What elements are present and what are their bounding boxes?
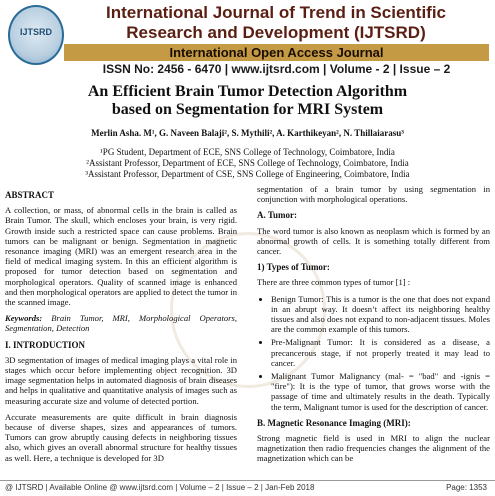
authors: Merlin Asha. M¹, G. Naveen Balaji², S. Mythili², A. Karthikeyan², N. Thillaiarasu³ <box>91 128 404 138</box>
paper-title <box>0 83 495 119</box>
keywords-text: Brain Tumor, MRI, Morphological Operators, Segmentation, Detection <box>5 313 237 334</box>
mri-heading: B. Magnetic Resonance Imaging (MRI): <box>257 417 411 428</box>
types-heading: 1) Types of Tumor: <box>257 262 330 273</box>
paper-title-line2: based on Segmentation for MRI System <box>111 101 384 118</box>
tumor-types-list <box>257 294 490 412</box>
list-item-pre-malignant: • Pre-Malignant Tumor: It is considered as a disease, a precancerous stage, if not properly treated it may lead to cancer. <box>271 337 490 368</box>
tumor-heading: A. Tumor: <box>257 210 298 221</box>
right-paragraph-1: segmentation of a brain tumor by using segmentation in conjunction with morphological operations. <box>257 184 490 205</box>
page-footer <box>0 480 495 496</box>
journal-title <box>66 3 486 43</box>
affiliation-1: ¹PG Student, Department of ECE, SNS College of Technology, Coimbatore, India <box>100 147 395 157</box>
open-access-band: International Open Access Journal <box>64 44 489 61</box>
footer-left: @ IJTSRD | Available Online @ www.ijtsrd.com | Volume – 2 | Issue – 2 | Jan-Feb 2018 <box>5 483 315 492</box>
tumor-paragraph: The word tumor is also known as neoplasm which is formed by an abnormal growth of cells. It is something totally different from cancer. <box>257 225 490 257</box>
journal-title-line1: International Journal of Trend in Scientific <box>105 3 447 22</box>
paper-title-line1: An Efficient Brain Tumor Detection Algorithm <box>87 83 408 100</box>
left-column <box>5 184 237 469</box>
right-column <box>257 184 490 470</box>
keywords <box>5 313 237 333</box>
journal-banner <box>0 0 495 76</box>
footer-page-number: Page: 1353 <box>446 483 487 492</box>
list-item-benign: • Benign Tumor: This is a tumor is the one that does not expand in an abrupt way. It doesn’t affect its neighboring healthy tissues and also does not expand to non-adjacent tissues. Moles are the common example of this tumors. <box>271 294 490 335</box>
affiliation-3: ³Assistant Professor, Department of CSE, SNS College of Engineering, Coimbatore, India <box>85 169 410 179</box>
logo-text: IJTSRD <box>19 27 52 37</box>
types-intro: There are three common types of tumor [1] : <box>257 277 411 288</box>
journal-logo <box>8 5 64 65</box>
mri-paragraph: Strong magnetic field is used in MRI to align the nuclear magnetization then radio frequencies changes the alignment of the magnetization which can be <box>257 433 490 464</box>
introduction-paragraph-1: 3D segmentation of images of medical imaging plays a vital role in stages which occur before implementing object recognition. 3D image segmentation helps in automated diagnosis of brain diseases and helps in qualitative and quantitative analysis of images such as measuring accurate size and volume of detected portion. <box>5 354 237 406</box>
introduction-heading: I. INTRODUCTION <box>5 339 86 350</box>
abstract-text: A collection, or mass, of abnormal cells in the brain is called as Brain Tumor. The skull, which encloses your brain, is very rigid. Growth inside such a restricted space can cause problems. Brain tumors can be malignant or benign. Segmentation in magnetic resonance imaging (MRI) was an emergent research area in the field of medical imaging system. In this an efficient algorithm is proposed for tumor detection based on segmentation and morphological operators. Quality of scanned image is enhanced and then morphological operators are applied to detect the tumor in the scanned image. <box>5 205 237 308</box>
affiliation-2: ²Assistant Professor, Department of ECE, SNS College of Technology, Coimbatore, India <box>86 158 409 168</box>
introduction-paragraph-2: Accurate measurements are quite difficult in brain diagnosis because of diverse shapes, sizes and appearances of tumors. Tumors can grow abruptly causing defects in neighboring tissues also, which gives an overall abnormal structure for healthy tissues as well. Here, a technique is developed for 3D <box>5 411 237 463</box>
abstract-heading: ABSTRACT <box>5 190 55 200</box>
list-item-malignant: • Malignant Tumor Malignancy (mal- = "bad" and -ignis = "fire"): It is the type of tumor, that grows worse with the passage of time and ultimately results in the death. Typically the term, Malignant tumor is used for the description of cancer. <box>271 371 490 412</box>
issn-line: ISSN No: 2456 - 6470 | www.ijtsrd.com | Volume - 2 | Issue – 2 <box>102 62 451 76</box>
journal-title-line2: Research and Development (IJTSRD) <box>126 23 426 42</box>
keywords-label: Keywords: <box>5 313 43 324</box>
